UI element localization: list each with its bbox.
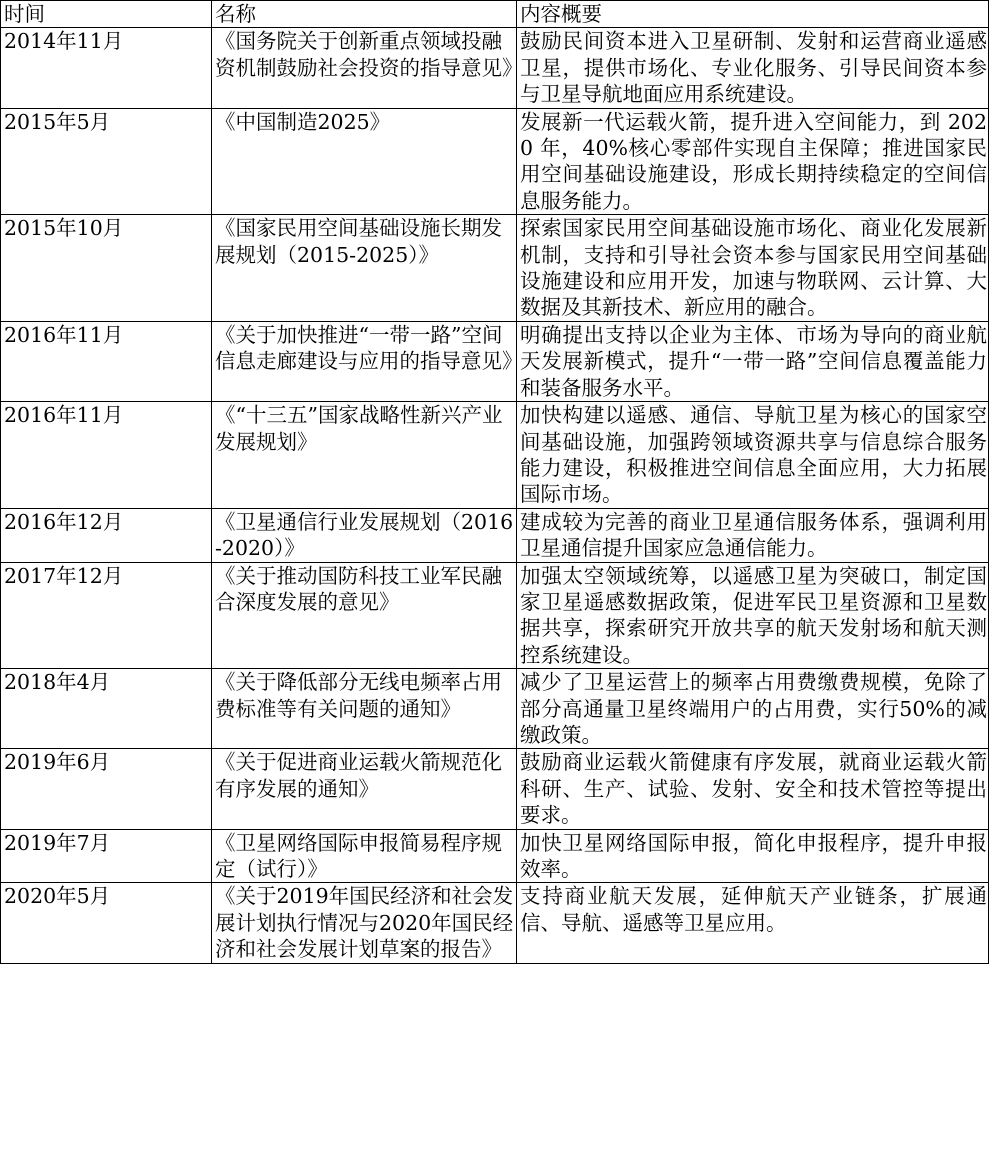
time-cell: 2014年11月 — [1, 28, 212, 108]
time-cell: 2016年11月 — [1, 402, 212, 509]
time-cell: 2015年10月 — [1, 215, 212, 322]
summary-cell: 鼓励商业运载火箭健康有序发展，就商业运载火箭科研、生产、试验、发射、安全和技术管控等提出要求。 — [517, 749, 989, 829]
name-cell: 《关于加快推进“一带一路”空间信息走廊建设与应用的指导意见》 — [212, 321, 517, 401]
table-row — [1, 508, 989, 562]
time-cell: 2019年6月 — [1, 749, 212, 829]
summary-cell: 建成较为完善的商业卫星通信服务体系，强调利用卫星通信提升国家应急通信能力。 — [517, 508, 989, 562]
summary-cell: 加快构建以遥感、通信、导航卫星为核心的国家空间基础设施，加强跨领域资源共享与信息综合服务能力建设，积极推进空间信息全面应用，大力拓展国际市场。 — [517, 402, 989, 509]
table-row — [1, 829, 989, 883]
time-cell: 2018年4月 — [1, 669, 212, 749]
summary-cell: 加强太空领域统筹，以遥感卫星为突破口，制定国家卫星遥感数据政策，促进军民卫星资源和卫星数据共享，探索研究开放共享的航天发射场和航天测控系统建设。 — [517, 562, 989, 669]
time-cell: 2016年11月 — [1, 321, 212, 401]
summary-cell: 减少了卫星运营上的频率占用费缴费规模，免除了部分高通量卫星终端用户的占用费，实行50%的减缴政策。 — [517, 669, 989, 749]
name-cell: 《卫星通信行业发展规划（2016-2020）》 — [212, 508, 517, 562]
time-cell: 2017年12月 — [1, 562, 212, 669]
name-cell: 《关于促进商业运载火箭规范化有序发展的通知》 — [212, 749, 517, 829]
table-row — [1, 215, 989, 322]
header-row — [1, 1, 989, 28]
header-name: 名称 — [212, 1, 517, 28]
summary-cell: 加快卫星网络国际申报，简化申报程序，提升申报效率。 — [517, 829, 989, 883]
name-cell: 《关于2019年国民经济和社会发展计划执行情况与2020年国民经济和社会发展计划草案的报告》 — [212, 883, 517, 963]
summary-cell: 发展新一代运载火箭，提升进入空间能力，到 2020 年，40%核心零部件实现自主保障；推进国家民用空间基础设施建设，形成长期持续稳定的空间信息服务能力。 — [517, 108, 989, 215]
table-row — [1, 28, 989, 108]
table-row — [1, 749, 989, 829]
table-row — [1, 669, 989, 749]
header-summary: 内容概要 — [517, 1, 989, 28]
name-cell: 《关于推动国防科技工业军民融合深度发展的意见》 — [212, 562, 517, 669]
time-cell: 2019年7月 — [1, 829, 212, 883]
summary-cell: 探索国家民用空间基础设施市场化、商业化发展新机制，支持和引导社会资本参与国家民用空间基础设施建设和应用开发，加速与物联网、云计算、大数据及其新技术、新应用的融合。 — [517, 215, 989, 322]
summary-cell: 鼓励民间资本进入卫星研制、发射和运营商业遥感卫星，提供市场化、专业化服务、引导民间资本参与卫星导航地面应用系统建设。 — [517, 28, 989, 108]
table-row — [1, 108, 989, 215]
time-cell: 2015年5月 — [1, 108, 212, 215]
table-row — [1, 321, 989, 401]
name-cell: 《国家民用空间基础设施长期发展规划（2015-2025）》 — [212, 215, 517, 322]
time-cell: 2016年12月 — [1, 508, 212, 562]
name-cell: 《关于降低部分无线电频率占用费标准等有关问题的通知》 — [212, 669, 517, 749]
name-cell: 《“十三五”国家战略性新兴产业发展规划》 — [212, 402, 517, 509]
time-cell: 2020年5月 — [1, 883, 212, 963]
table-row — [1, 562, 989, 669]
name-cell: 《卫星网络国际申报简易程序规定（试行）》 — [212, 829, 517, 883]
header-time: 时间 — [1, 1, 212, 28]
table-row — [1, 402, 989, 509]
summary-cell: 明确提出支持以企业为主体、市场为导向的商业航天发展新模式，提升“一带一路”空间信息覆盖能力和装备服务水平。 — [517, 321, 989, 401]
name-cell: 《中国制造2025》 — [212, 108, 517, 215]
table-row — [1, 883, 989, 963]
name-cell: 《国务院关于创新重点领域投融资机制鼓励社会投资的指导意见》 — [212, 28, 517, 108]
summary-cell: 支持商业航天发展，延伸航天产业链条，扩展通信、导航、遥感等卫星应用。 — [517, 883, 989, 963]
